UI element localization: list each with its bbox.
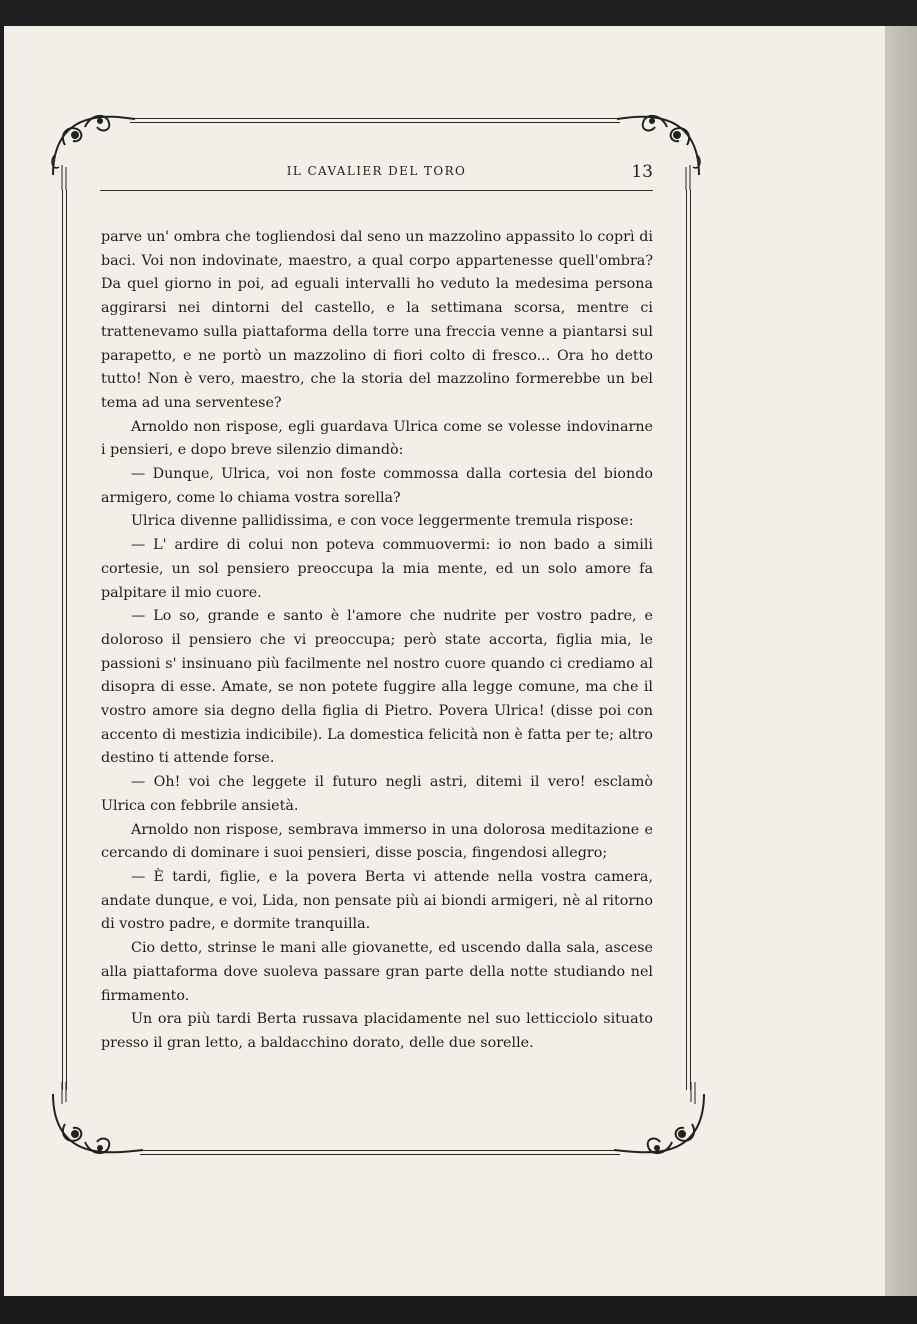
paragraph: — L' ardire di colui non poteva commuovermi: io non bado a simili cortesie, un sol pensiero preoccupa la mia mente, ed un solo amore fa palpitare il mio cuore. bbox=[101, 537, 653, 601]
frame-bottom-rule bbox=[140, 1150, 620, 1151]
paragraph: Un ora più tardi Berta russava placidamente nel suo letticciolo situato presso il gran letto, a baldacchino dorato, delle due sorelle. bbox=[101, 1011, 653, 1051]
corner-ornament-bottom-right bbox=[612, 1082, 712, 1164]
running-title: IL CAVALIER DEL TORO bbox=[286, 164, 467, 178]
paragraph: — Lo so, grande e santo è l'amore che nudrite per vostro padre, e doloroso il pensiero che vi preoccupa; però state accorta, figlia mia, le passioni s' insinuano più facilmente nel nostro cuore quando ci crediamo al disopra di esse. Amate, se non potete fuggire alla legge comune, ma che il vostro amore sia degno della figlia di Pietro. Povera Ulrica! (disse poi con accento di mestizia indicibile). La domestica felicità non è fatta per te; altro destino ti attende forse. bbox=[101, 608, 653, 767]
page-number: 13 bbox=[631, 162, 653, 182]
frame-top-rule-inner bbox=[130, 122, 620, 123]
paragraph: — Dunque, Ulrica, voi non foste commossa dalla cortesia del biondo armigero, come lo chiama vostra sorella? bbox=[101, 466, 653, 506]
header-rule bbox=[100, 190, 653, 191]
body-text bbox=[101, 226, 653, 1056]
paragraph: — Oh! voi che leggete il futuro negli astri, ditemi il vero! esclamò Ulrica con febbrile ansietà. bbox=[101, 774, 653, 814]
paragraph: parve un' ombra che togliendosi dal seno un mazzolino appassito lo coprì di baci. Voi non indovinate, maestro, a qual corpo appartenesse quell'ombra? Da quel giorno in poi, ad eguali intervalli ho veduto la medesima persona aggirarsi nei dintorni del castello, e la settimana scorsa, mentre ci trattenevamo sulla piattaforma della torre una freccia venne a piantarsi sul parapetto, e ne portò un mazzolino di fiori colto di fresco... Ora ho detto tutto! Non è vero, maestro, che la storia del mazzolino formerebbe un bel tema ad una serventese? bbox=[101, 229, 653, 411]
running-header bbox=[100, 162, 653, 184]
frame-right-rule-inner bbox=[690, 190, 691, 1090]
page-edge-shadow bbox=[885, 26, 917, 1296]
frame-top-rule bbox=[130, 118, 620, 119]
frame-bottom-rule-inner bbox=[140, 1154, 620, 1155]
scan-border bbox=[0, 1296, 917, 1324]
paragraph: Arnoldo non rispose, egli guardava Ulrica come se volesse indovinarne i pensieri, e dopo breve silenzio dimandò: bbox=[101, 418, 653, 459]
frame-left-rule bbox=[62, 190, 63, 1090]
paragraph: Arnoldo non rispose, sembrava immerso in una dolorosa meditazione e cercando di dominare i suoi pensieri, disse poscia, fingendosi allegro; bbox=[101, 821, 653, 862]
paragraph: Cio detto, strinse le mani alle giovanette, ed uscendo dalla sala, ascese alla piattaforma dove suoleva passare gran parte della notte studiando nel firmamento. bbox=[101, 940, 653, 1004]
corner-ornament-bottom-left bbox=[45, 1082, 145, 1164]
paragraph: Ulrica divenne pallidissima, e con voce leggermente tremula rispose: bbox=[131, 513, 634, 530]
frame-left-rule-inner bbox=[66, 190, 67, 1090]
frame-right-rule bbox=[686, 190, 687, 1090]
paragraph: — È tardi, figlie, e la povera Berta vi attende nella vostra camera, andate dunque, e voi, Lida, non pensate più ai biondi armigeri, nè al ritorno di vostro padre, e dormite tranquilla. bbox=[101, 868, 653, 933]
